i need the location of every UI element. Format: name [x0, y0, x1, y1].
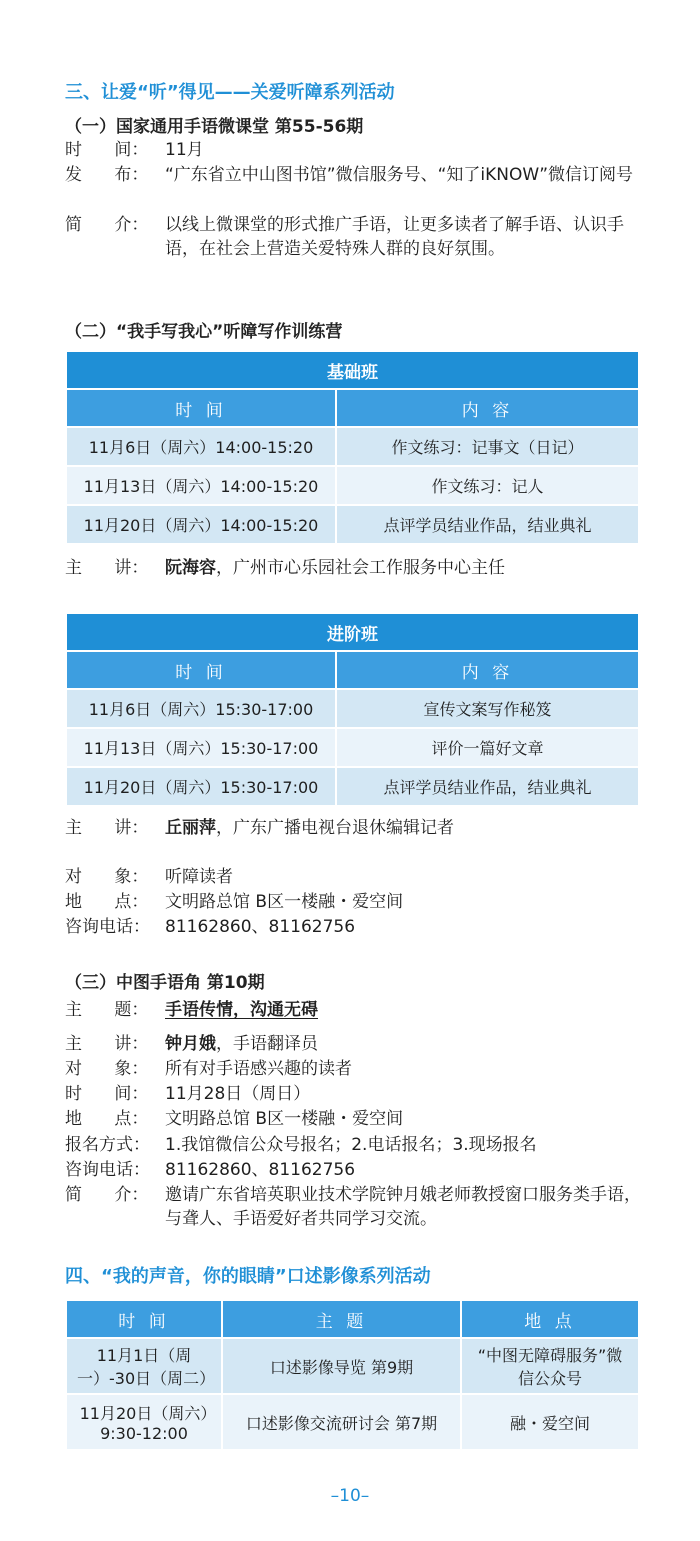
- row-value: [165, 1032, 643, 1056]
- table-caption: 进阶班: [66, 613, 639, 651]
- row-key: 咨询电话：: [65, 917, 150, 937]
- table-row: [66, 466, 639, 505]
- row-key: 简 介：: [65, 215, 149, 235]
- table-header: 地 点: [461, 1300, 639, 1338]
- row-value: [165, 816, 643, 840]
- table-cell: 11月6日（周六）14:00-15:20: [66, 427, 336, 466]
- table-cell: 11月20日（周六）9:30-12:00: [66, 1394, 222, 1450]
- table-row: [66, 505, 639, 544]
- table-cell: 作文练习：记事文（日记）: [336, 427, 639, 466]
- row-key: 发 布：: [65, 165, 149, 185]
- row-value: 以线上微课堂的形式推广手语，让更多读者了解手语、认识手语，在社会上营造关爱特殊人群的良好氛围。: [165, 215, 624, 259]
- table-header: 时 间: [66, 1300, 222, 1338]
- row-value: 81162860、81162756: [165, 917, 356, 937]
- table-cell: 点评学员结业作品，结业典礼: [336, 767, 639, 806]
- table-cell: 作文练习：记人: [336, 466, 639, 505]
- theme-value: 手语传情，沟通无碍: [165, 1000, 318, 1020]
- row-value: 1.我馆微信公众号报名；2.电话报名；3.现场报名: [165, 1135, 537, 1155]
- row-key: 报名方式：: [65, 1135, 150, 1155]
- row-value: 文明路总馆 B区一楼融・爱空间: [165, 1109, 404, 1129]
- table-cell: 口述影像交流研讨会 第7期: [222, 1394, 461, 1450]
- table-caption: 基础班: [66, 351, 639, 389]
- speaker-desc: ，手语翻译员: [216, 1034, 318, 1054]
- table-row: [66, 427, 639, 466]
- row-key: 主 讲：: [65, 558, 149, 578]
- row-value: 听障读者: [165, 867, 233, 887]
- table-cell: 11月1日（周一）-30日（周二）: [66, 1338, 222, 1394]
- row-value: 11月28日（周日）: [165, 1084, 311, 1104]
- speaker-name: 丘丽萍: [165, 818, 216, 838]
- row-value: 邀请广东省培英职业技术学院钟月娥老师教授窗口服务类手语，与聋人、手语爱好者共同学习交流。: [165, 1185, 641, 1229]
- table-header: 内 容: [336, 651, 639, 689]
- table-row: [66, 1338, 639, 1394]
- row-key: 地 点：: [65, 1109, 149, 1129]
- speaker-desc: ，广东广播电视台退休编辑记者: [216, 818, 454, 838]
- table-row: [66, 767, 639, 806]
- section4-title: 四、“我的声音，你的眼睛”口述影像系列活动: [65, 1266, 431, 1287]
- part2-title: （二）“我手写我心”听障写作训练营: [65, 322, 343, 342]
- table-cell: 11月20日（周六）14:00-15:20: [66, 505, 336, 544]
- row-value: 文明路总馆 B区一楼融・爱空间: [165, 892, 404, 912]
- part1-title: （一）国家通用手语微课堂 第55-56期: [65, 117, 364, 137]
- row-value: “广东省立中山图书馆”微信服务号、“知了iKNOW”微信订阅号: [165, 165, 634, 185]
- row-key: 地 点：: [65, 892, 149, 912]
- table-cell: 11月13日（周六）15:30-17:00: [66, 728, 336, 767]
- part3-title: （三）中图手语角 第10期: [65, 973, 265, 993]
- table-header: 主 题: [222, 1300, 461, 1338]
- speaker-name: 阮海容: [165, 558, 216, 578]
- row-key: 时 间：: [65, 1084, 149, 1104]
- page-number: –10–: [330, 1486, 370, 1506]
- table-cell: 宣传文案写作秘笈: [336, 689, 639, 728]
- table-cell: 口述影像导览 第9期: [222, 1338, 461, 1394]
- table-cell: 11月13日（周六）14:00-15:20: [66, 466, 336, 505]
- table-cell: 融・爱空间: [461, 1394, 639, 1450]
- table-header: 内 容: [336, 389, 639, 427]
- table-row: [66, 728, 639, 767]
- table-row: [66, 1394, 639, 1450]
- table-cell: 评价一篇好文章: [336, 728, 639, 767]
- row-key: 对 象：: [65, 867, 149, 887]
- row-key: 时 间：: [65, 140, 149, 160]
- table-cell: 点评学员结业作品，结业典礼: [336, 505, 639, 544]
- row-key: 咨询电话：: [65, 1160, 150, 1180]
- speaker-desc: ，广州市心乐园社会工作服务中心主任: [216, 558, 505, 578]
- table-cell: “中图无障碍服务”微信公众号: [461, 1338, 639, 1394]
- row-value: 所有对手语感兴趣的读者: [165, 1059, 352, 1079]
- table-header: 时 间: [66, 389, 336, 427]
- row-key: 对 象：: [65, 1059, 149, 1079]
- audio-description-table: [65, 1299, 640, 1451]
- row-value: 11月: [165, 140, 204, 160]
- row-key: 主 题：: [65, 1000, 149, 1020]
- row-value: 81162860、81162756: [165, 1160, 356, 1180]
- table-cell: 11月6日（周六）15:30-17:00: [66, 689, 336, 728]
- table-row: [66, 689, 639, 728]
- table-header: 时 间: [66, 651, 336, 689]
- speaker-name: 钟月娥: [165, 1034, 216, 1054]
- row-value: [165, 556, 643, 580]
- basic-class-table: [65, 350, 640, 545]
- section3-title: 三、让爱“听”得见——关爱听障系列活动: [65, 82, 395, 103]
- row-key: 主 讲：: [65, 818, 149, 838]
- advanced-class-table: [65, 612, 640, 807]
- table-cell: 11月20日（周六）15:30-17:00: [66, 767, 336, 806]
- row-key: 主 讲：: [65, 1034, 149, 1054]
- row-key: 简 介：: [65, 1185, 149, 1205]
